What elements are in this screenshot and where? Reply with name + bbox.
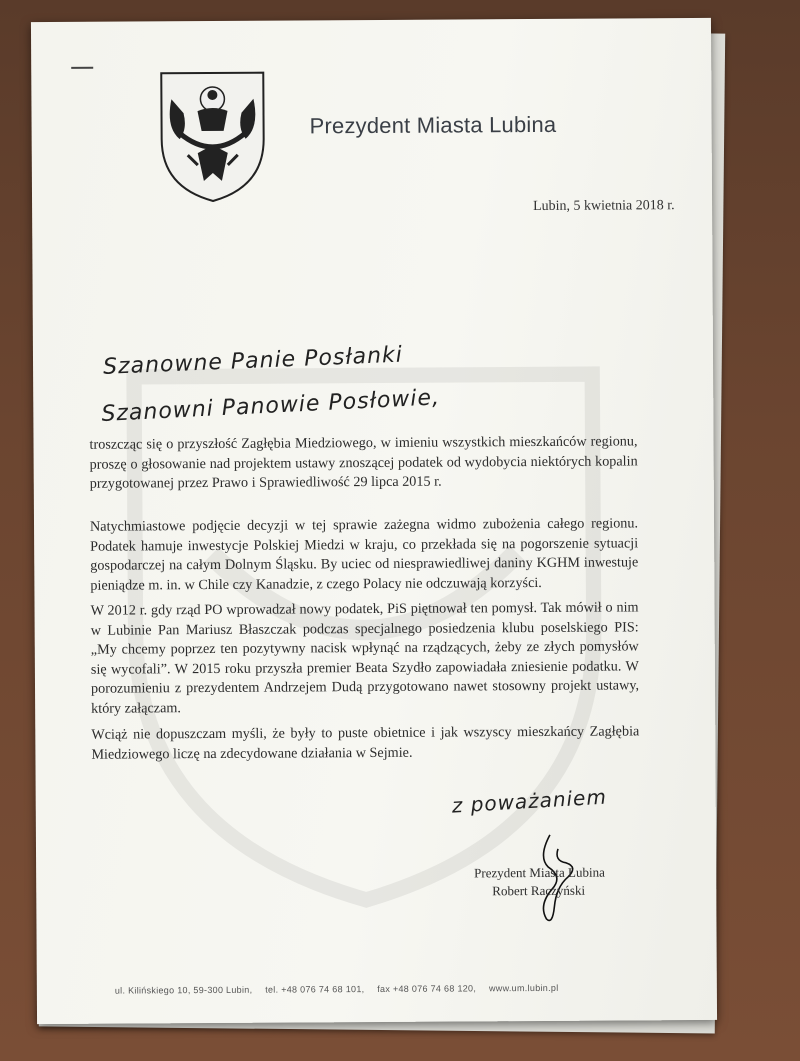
body-paragraph-4: Wciąż nie dopuszczam myśli, że były to puste obietnice i jak wszyscy mieszkańcy Zagłębia Miedziowego liczę na zdecydowane działania w Sejmie. bbox=[91, 723, 640, 763]
corner-mark bbox=[71, 67, 93, 69]
body-paragraph-1: troszcząc się o przyszłość Zagłębia Miedziowego, w imieniu wszystkich mieszkańców regionu, proszę o głosowanie nad projektem ustawy znoszącej podatek od wydobycia niektórych kopalin przygotowanej przez Prawo i Sprawiedliwość 29 lipca 2015 r. bbox=[89, 433, 638, 492]
letter-page bbox=[31, 18, 717, 1024]
footer-tel: tel. +48 076 74 68 101, bbox=[265, 984, 365, 995]
footer-www: www.um.lubin.pl bbox=[488, 982, 559, 994]
coat-of-arms-logo bbox=[157, 69, 268, 204]
signatory-title: Prezydent Miasta Lubina bbox=[474, 864, 605, 881]
closing-handwritten: z poważaniem bbox=[451, 784, 608, 818]
letterhead-title: Prezydent Miasta Lubina bbox=[309, 111, 557, 139]
greeting-line-1: Szanowne Panie Posłanki bbox=[102, 342, 404, 380]
footer-address: ul. Kilińskiego 10, 59-300 Lubin, bbox=[114, 984, 253, 996]
body-paragraph-3: W 2012 r. gdy rząd PO wprowadzał nowy podatek, PiS piętnował ten pomysł. Tak mówił o nim w Lubinie Pan Mariusz Błaszczak podczas specjalnego posiedzenia klubu poselskiego PIS: „My chcemy poprzez ten pozytywny nacisk wpłynąć na rządzących, żeby ze złych pomysłów się wycofali”. W 2015 roku przyszła premier Beata Szydło zapowiadała zniesienie podatku. W porozumieniu z prezydentem Andrzejem Dudą przygotowano nawet stosowny projekt ustawy, który załączam. bbox=[90, 599, 640, 717]
footer-fax: fax +48 076 74 68 120, bbox=[377, 983, 477, 994]
signatory-name: Robert Raczyński bbox=[492, 882, 586, 899]
body-paragraph-2: Natychmiastowe podjęcie decyzji w tej sprawie zażegna widmo zubożenia całego regionu. Podatek hamuje inwestycje Polskiej Miedzi w kraju, co przekłada się na pogorszenie sytuacji gospodarczej na całym Dolnym Śląsku. By uciec od niesprawiedliwej daniny KGHM inwestuje pieniądze m. in. w Chile czy Kanadzie, z czego Polacy nie odczuwają korzyści. bbox=[89, 515, 639, 594]
letter-footer bbox=[115, 983, 569, 996]
letter-date: Lubin, 5 kwietnia 2018 r. bbox=[533, 198, 675, 215]
greeting-line-2: Szanowni Panowie Posłowie, bbox=[100, 385, 441, 428]
